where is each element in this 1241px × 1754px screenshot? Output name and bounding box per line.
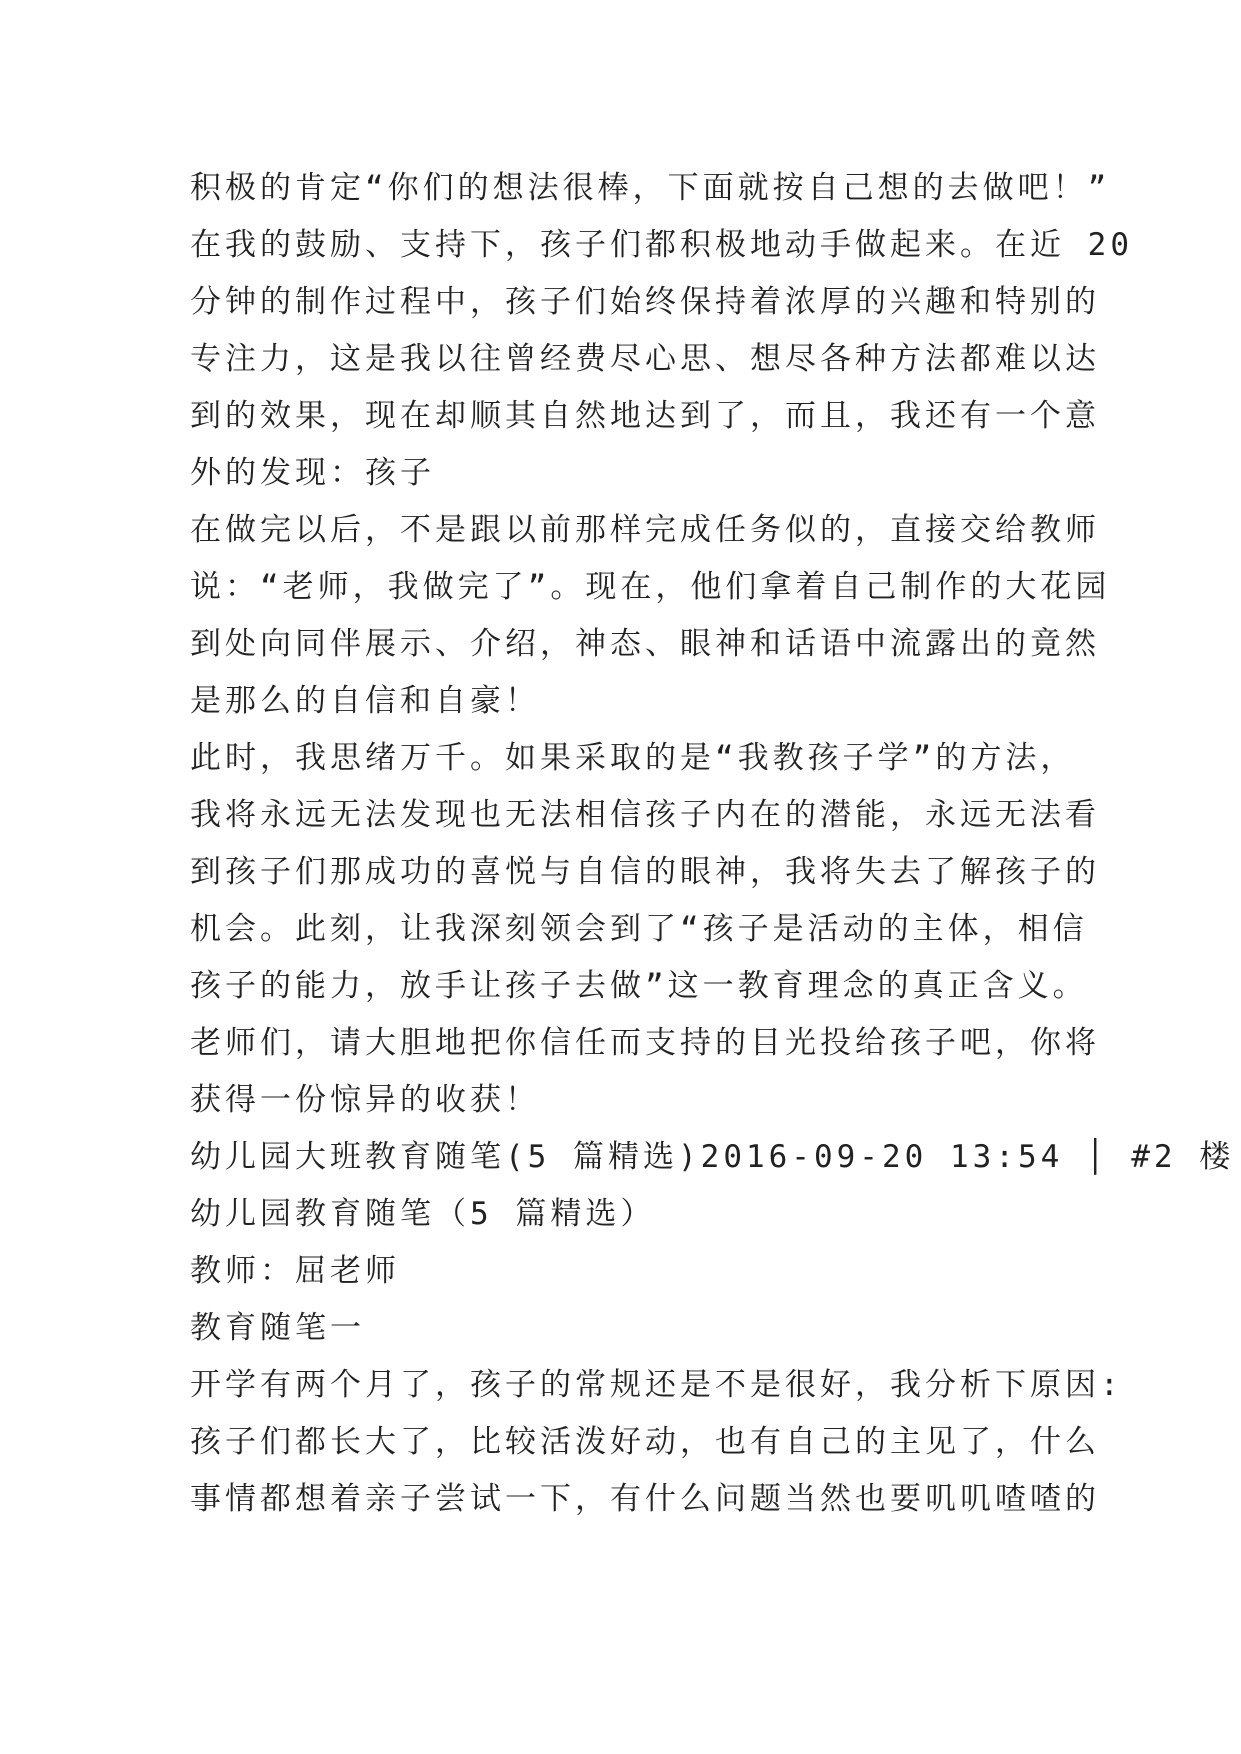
text-line: 是那么的自信和自豪！ (190, 683, 540, 719)
document-body (190, 160, 1235, 1528)
text-line: 到处向同伴展示、介绍，神态、眼神和话语中流露出的竟然 (190, 626, 1100, 662)
text-line: 机会。此刻，让我深刻领会到了“孩子是活动的主体，相信 (190, 911, 1088, 947)
text-line: 此时，我思绪万千。如果采取的是“我教孩子学”的方法， (190, 740, 1076, 776)
section-title: 幼儿园教育随笔（5 篇精选） (190, 1196, 656, 1232)
text-line: 孩子们都长大了，比较活泼好动，也有自己的主见了，什么 (190, 1424, 1100, 1460)
text-line: 在做完以后，不是跟以前那样完成任务似的，直接交给教师 (190, 512, 1100, 548)
text-line: 事情都想着亲子尝试一下，有什么问题当然也要叽叽喳喳的 (190, 1481, 1100, 1517)
text-line: 孩子的能力，放手让孩子去做”这一教育理念的真正含义。 (190, 968, 1088, 1004)
text-line: 积极的肯定“你们的想法很棒，下面就按自己想的去做吧！” (190, 170, 1111, 206)
text-line: 在我的鼓励、支持下，孩子们都积极地动手做起来。在近 20 (190, 227, 1133, 263)
text-line: 专注力，这是我以往曾经费尽心思、想尽各种方法都难以达 (190, 341, 1100, 377)
text-line: 外的发现：孩子 (190, 455, 435, 491)
text-line: 到的效果，现在却顺其自然地达到了，而且，我还有一个意 (190, 398, 1100, 434)
author-line: 教师：屈老师 (190, 1253, 400, 1289)
text-line: 开学有两个月了，孩子的常规还是不是很好，我分析下原因: (190, 1367, 1123, 1403)
text-line: 我将永远无法发现也无法相信孩子内在的潜能，永远无法看 (190, 797, 1100, 833)
text-line: 获得一份惊异的收获！ (190, 1082, 540, 1118)
subsection-title: 教育随笔一 (190, 1310, 365, 1346)
post-header-line: 幼儿园大班教育随笔(5 篇精选)2016-09-20 13:54 │ #2 楼 (190, 1139, 1235, 1175)
text-line: 老师们，请大胆地把你信任而支持的目光投给孩子吧，你将 (190, 1025, 1100, 1061)
text-line: 分钟的制作过程中，孩子们始终保持着浓厚的兴趣和特别的 (190, 284, 1100, 320)
text-line: 到孩子们那成功的喜悦与自信的眼神，我将失去了解孩子的 (190, 854, 1100, 890)
text-line: 说：“老师，我做完了”。现在，他们拿着自己制作的大花园 (190, 569, 1111, 605)
